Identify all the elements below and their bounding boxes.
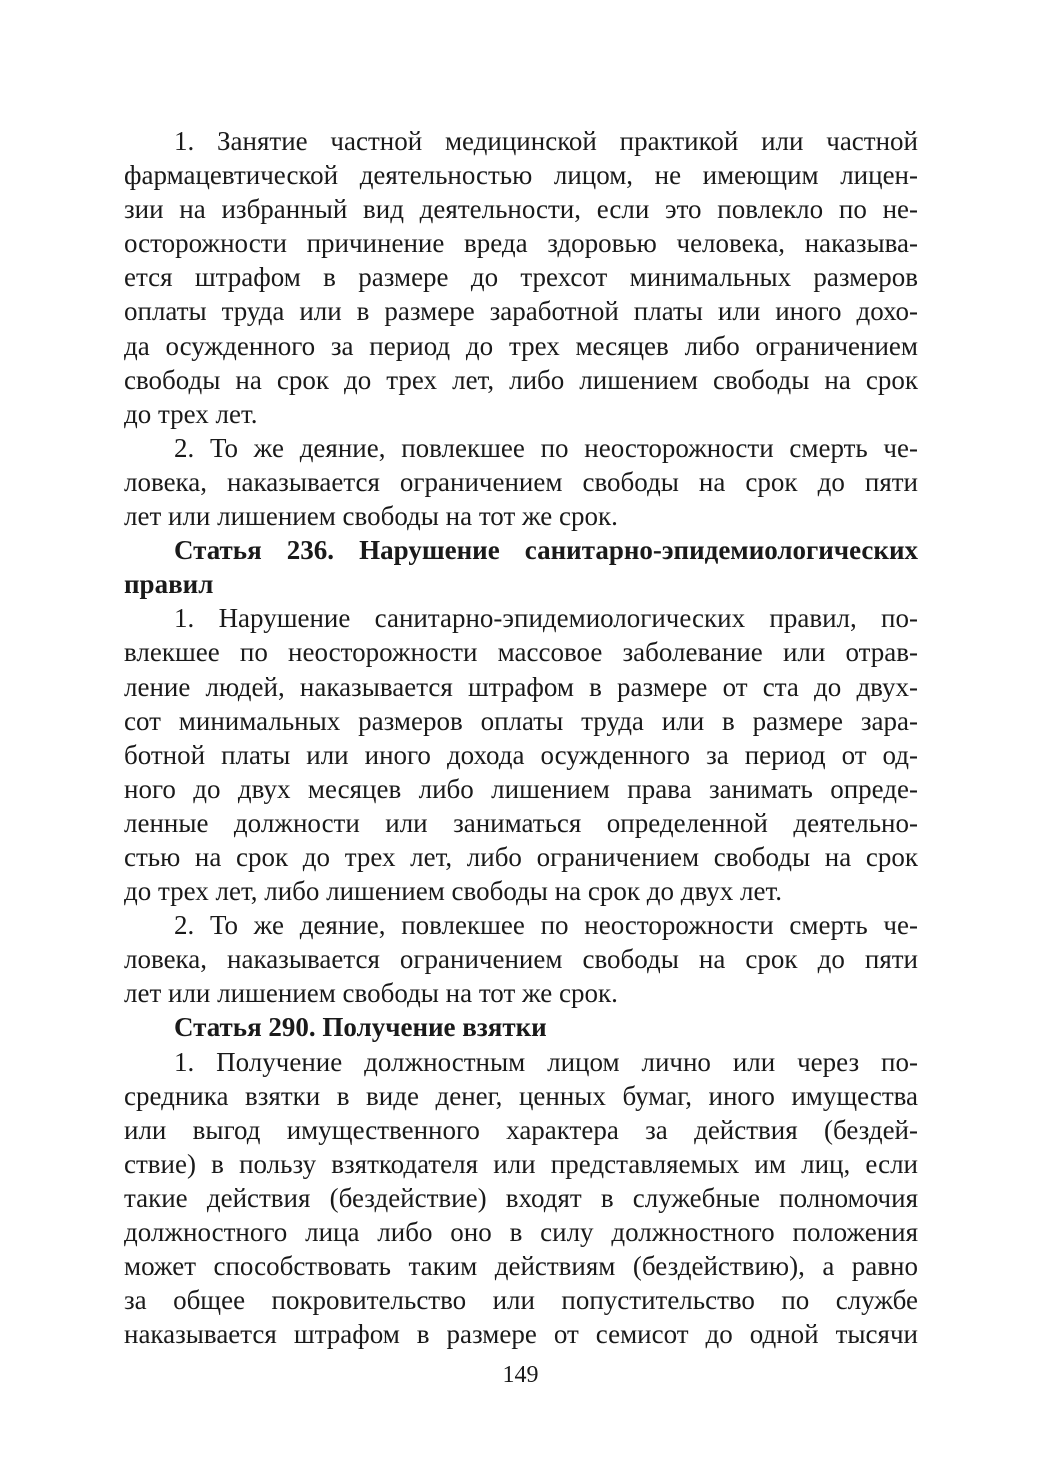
text-line: свободы на срок до трех лет, либо лишением свободы на срок [124,364,918,395]
text-line: влекшее по неосторожности массовое заболевание или отрав- [124,637,918,668]
text-line: осторожности причинение вреда здоровью человека, наказыва- [124,228,918,259]
text-line: ного до двух месяцев либо лишением права занимать опреде- [124,773,918,804]
text-line: должностного лица либо оно в силу должностного положения [124,1217,918,1247]
text-line: сот минимальных размеров оплаты труда или в размере зара- [124,705,918,736]
text-line: до трех лет, либо лишением свободы на срок до двух лет. [124,876,782,907]
text-line: наказывается штрафом в размере от семисот до одной тысячи [124,1319,918,1350]
text-line: 2. То же деяние, повлекшее по неосторожности смерть че- [174,432,918,463]
text-line: лет или лишением свободы на тот же срок. [124,501,618,532]
text-line: стью на срок до трех лет, либо ограничением свободы на срок [124,841,918,872]
text-line: ловека, наказывается ограничением свободы на срок до пяти [124,944,918,975]
text-line: 1. Нарушение санитарно-эпидемиологических правил, по- [174,603,918,634]
text-line: 2. То же деяние, повлекшее по неосторожности смерть че- [174,910,918,941]
text-line: 1. Занятие частной медицинской практикой или частной [174,126,918,156]
text-line: ботной платы или иного дохода осужденного за период от од- [124,739,918,770]
text-line: до трех лет. [124,398,258,429]
text-line: да осужденного за период до трех месяцев либо ограничением [124,330,918,361]
text-line: зии на избранный вид деятельности, если это повлекло по не- [124,194,918,225]
text-line: лет или лишением свободы на тот же срок. [124,978,618,1009]
text-line: ленные должности или заниматься определенной деятельно- [124,807,918,838]
document-body [124,124,918,1351]
text-line: или выгод имущественного характера за действия (бездей- [124,1114,918,1145]
text-line: ствие) в пользу взяткодателя или представляемых им лиц, если [124,1148,918,1179]
text-line: ление людей, наказывается штрафом в размере от ста до двух- [124,671,918,702]
text-line: может способствовать таким действиям (бездействию), а равно [124,1251,918,1282]
text-line: за общее покровительство или попустительство по службе [124,1285,918,1316]
text-line: фармацевтической деятельностью лицом, не имеющим лицен- [124,160,918,191]
text-line: ловека, наказывается ограничением свободы на срок до пяти [124,466,918,497]
page-number: 149 [502,1362,539,1388]
article-heading-line: Статья 290. Получение взятки [174,1012,547,1043]
article-heading-line: Статья 236. Нарушение санитарно-эпидемиологических [174,535,918,566]
text-line: такие действия (бездействие) входят в служебные полномочия [124,1182,918,1213]
text-line: 1. Получение должностным лицом лично или через по- [174,1046,918,1077]
text-line: средника взятки в виде денег, ценных бумаг, иного имущества [124,1080,918,1111]
article-heading-line: правил [124,569,214,600]
text-line: оплаты труда или в размере заработной платы или иного дохо- [124,296,918,327]
text-line: ется штрафом в размере до трехсот минимальных размеров [124,262,918,293]
